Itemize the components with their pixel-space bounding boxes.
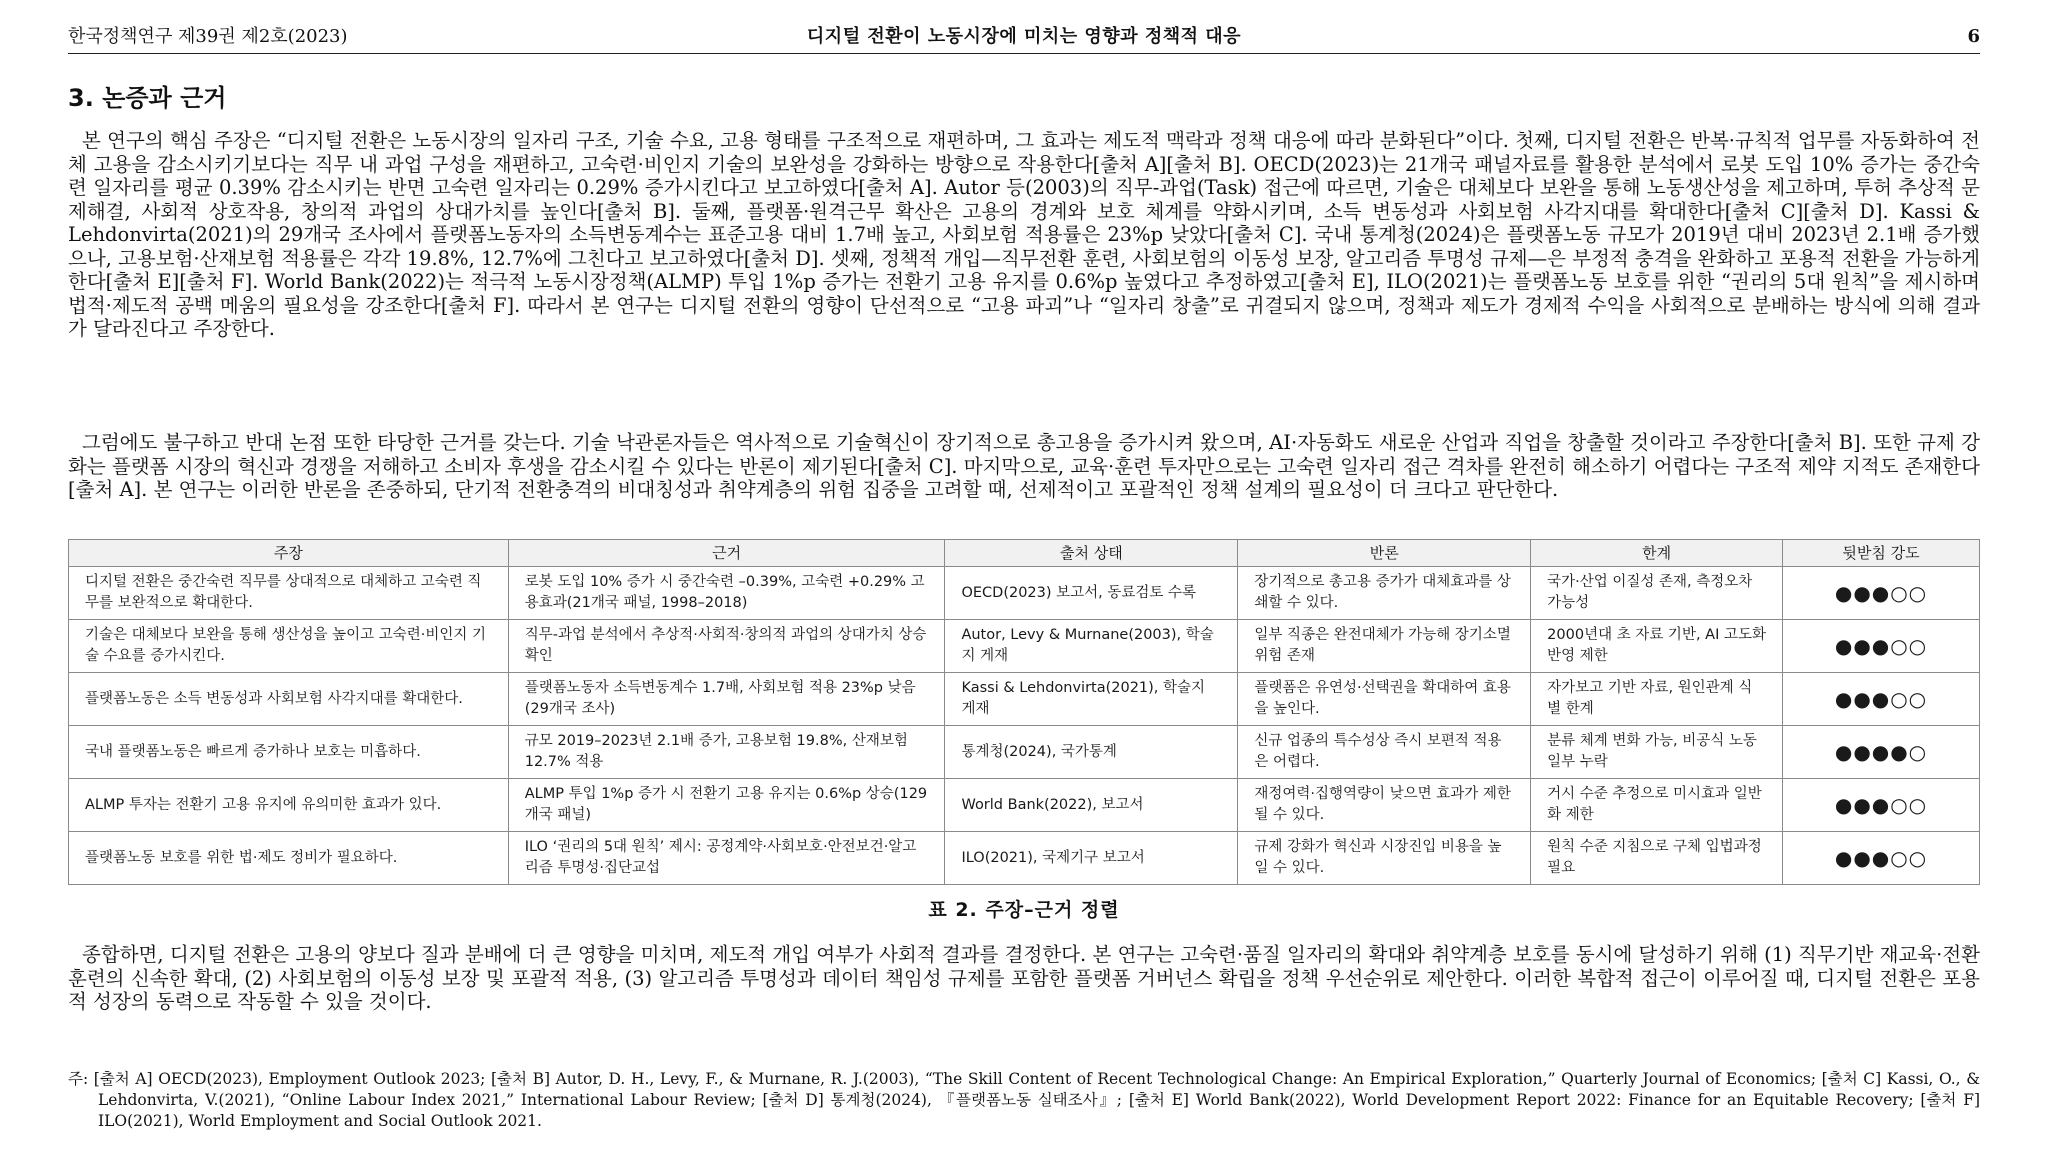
cell-strength-rating: ●●●○○ — [1783, 567, 1980, 620]
cell-rebuttal: 신규 업종의 특수성상 즉시 보편적 적용은 어렵다. — [1238, 726, 1531, 779]
cell-evidence: ILO ‘권리의 5대 원칙’ 제시: 공정계약·사회보호·안전보건·알고리즘 투명성·집단교섭 — [508, 832, 945, 885]
header-evidence: 근거 — [508, 540, 945, 567]
header-limit: 한계 — [1531, 540, 1783, 567]
footnote-sources: 주: [출처 A] OECD(2023), Employment Outlook 2023; [출처 B] Autor, D. H., Levy, F., & Murnane, R. J.(2003), “The Skill Content of Recent Technological Change: An Empirical Exploration,” Quarterly Journal of Economics; [출처 C] Kassi, O., & Lehdonvirta, V.(2021), “Online Labour Index 2021,” International Labour Review; [출처 D] 통계청(2024), 『플랫폼노동 실태조사』; [출처 E] World Bank(2022), World Development Report 2022: Finance for an Equitable Recovery; [출처 F] ILO(2021), World Employment and Social Outlook 2021. — [68, 1070, 1980, 1130]
cell-strength-rating: ●●●○○ — [1783, 832, 1980, 885]
cell-source: 통계청(2024), 국가통계 — [945, 726, 1238, 779]
cell-claim: 플랫폼노동은 소득 변동성과 사회보험 사각지대를 확대한다. — [69, 673, 509, 726]
cell-rebuttal: 재정여력·집행역량이 낮으면 효과가 제한될 수 있다. — [1238, 779, 1531, 832]
claims-evidence-table — [68, 539, 1980, 885]
table-row — [69, 779, 1980, 832]
cell-rebuttal: 장기적으로 총고용 증가가 대체효과를 상쇄할 수 있다. — [1238, 567, 1531, 620]
body-paragraph-3: 종합하면, 디지털 전환은 고용의 양보다 질과 분배에 더 큰 영향을 미치며, 제도적 개입 여부가 사회적 결과를 결정한다. 본 연구는 고숙련·품질 일자리의 확대와 취약계층 보호를 동시에 달성하기 위해 (1) 직무기반 재교육·전환훈련의 신속한 확대, (2) 사회보험의 이동성 보장 및 포괄적 적용, (3) 알고리즘 투명성과 데이터 책임성 규제를 포함한 플랫폼 거버넌스 확립을 정책 우선순위로 제안한다. 이러한 복합적 접근이 이루어질 때, 디지털 전환은 포용적 성장의 동력으로 작동할 수 있을 것이다. — [68, 943, 1980, 1013]
cell-strength-rating: ●●●○○ — [1783, 673, 1980, 726]
cell-limit: 거시 수준 추정으로 미시효과 일반화 제한 — [1531, 779, 1783, 832]
cell-rebuttal: 일부 직종은 완전대체가 가능해 장기소멸 위험 존재 — [1238, 620, 1531, 673]
table-row — [69, 673, 1980, 726]
cell-strength-rating: ●●●●○ — [1783, 726, 1980, 779]
header-rebuttal: 반론 — [1238, 540, 1531, 567]
cell-evidence: 직무-과업 분석에서 추상적·사회적·창의적 과업의 상대가치 상승 확인 — [508, 620, 945, 673]
section-heading: 3. 논증과 근거 — [68, 84, 227, 112]
cell-claim: 디지털 전환은 중간숙련 직무를 상대적으로 대체하고 고숙련 직무를 보완적으로 확대한다. — [69, 567, 509, 620]
running-title: 디지털 전환이 노동시장에 미치는 영향과 정책적 대응 — [806, 26, 1242, 47]
cell-claim: 국내 플랫폼노동은 빠르게 증가하나 보호는 미흡하다. — [69, 726, 509, 779]
cell-source: World Bank(2022), 보고서 — [945, 779, 1238, 832]
cell-source: Kassi & Lehdonvirta(2021), 학술지 게재 — [945, 673, 1238, 726]
body-paragraph-2: 그럼에도 불구하고 반대 논점 또한 타당한 근거를 갖는다. 기술 낙관론자들은 역사적으로 기술혁신이 장기적으로 총고용을 증가시켜 왔으며, AI·자동화도 새로운 산업과 직업을 창출할 것이라고 주장한다[출처 B]. 또한 규제 강화는 플랫폼 시장의 혁신과 경쟁을 저해하고 소비자 후생을 감소시킬 수 있다는 반론이 제기된다[출처 C]. 마지막으로, 교육·훈련 투자만으로는 고숙련 일자리 접근 격차를 완전히 해소하기 어렵다는 구조적 제약 지적도 존재한다[출처 A]. 본 연구는 이러한 반론을 존중하되, 단기적 전환충격의 비대칭성과 취약계층의 위험 집중을 고려할 때, 선제적이고 포괄적인 정책 설계의 필요성이 더 크다고 판단한다. — [68, 431, 1980, 501]
cell-evidence: 플랫폼노동자 소득변동계수 1.7배, 사회보험 적용 23%p 낮음(29개국 조사) — [508, 673, 945, 726]
table-row — [69, 620, 1980, 673]
cell-evidence: ALMP 투입 1%p 증가 시 전환기 고용 유지는 0.6%p 상승(129개국 패널) — [508, 779, 945, 832]
cell-source: ILO(2021), 국제기구 보고서 — [945, 832, 1238, 885]
cell-strength-rating: ●●●○○ — [1783, 779, 1980, 832]
header-strength: 뒷받침 강도 — [1783, 540, 1980, 567]
cell-limit: 원칙 수준 지침으로 구체 입법과정 필요 — [1531, 832, 1783, 885]
cell-strength-rating: ●●●○○ — [1783, 620, 1980, 673]
cell-source: Autor, Levy & Murnane(2003), 학술지 게재 — [945, 620, 1238, 673]
body-paragraph-1: 본 연구의 핵심 주장은 “디지털 전환은 노동시장의 일자리 구조, 기술 수요, 고용 형태를 구조적으로 재편하며, 그 효과는 제도적 맥락과 정책 대응에 따라 분화된다”이다. 첫째, 디지털 전환은 반복·규칙적 업무를 자동화하여 전체 고용을 감소시키기보다는 직무 내 과업 구성을 재편하고, 고숙련·비인지 기술의 보완성을 강화하는 방향으로 작용한다[출처 A][출처 B]. OECD(2023)는 21개국 패널자료를 활용한 분석에서 로봇 도입 10% 증가는 중간숙련 일자리를 평균 0.39% 감소시키는 반면 고숙련 일자리는 0.29% 증가시킨다고 보고하였다[출처 A]. Autor 등(2003)의 직무-과업(Task) 접근에 따르면, 기술은 대체보다 보완을 통해 노동생산성을 제고하며, 투허 추상적 문제해결, 사회적 상호작용, 창의적 과업의 상대가치를 높인다[출처 B]. 둘째, 플랫폼·원격근무 확산은 고용의 경계와 보호 체계를 약화시키며, 소득 변동성과 사회보험 사각지대를 확대한다[출처 C][출처 D]. Kassi & Lehdonvirta(2021)의 29개국 조사에서 플랫폼노동자의 소득변동계수는 표준고용 대비 1.7배 높고, 사회보험 적용률은 23%p 낮았다[출처 C]. 국내 통계청(2024)은 플랫폼노동 규모가 2019년 대비 2023년 2.1배 증가했으나, 고용보험·산재보험 적용률은 각각 19.8%, 12.7%에 그친다고 보고하였다[출처 D]. 셋째, 정책적 개입—직무전환 훈련, 사회보험의 이동성 보장, 알고리즘 투명성 규제—은 부정적 충격을 완화하고 포용적 전환을 가능하게 한다[출처 E][출처 F]. World Bank(2022)는 적극적 노동시장정책(ALMP) 투입 1%p 증가는 전환기 고용 유지를 0.6%p 높였다고 추정하였고[출처 E], ILO(2021)는 플랫폼노동 보호를 위한 “권리의 5대 원칙”을 제시하며 법적·제도적 공백 메움의 필요성을 강조한다[출처 F]. 따라서 본 연구는 디지털 전환의 영향이 단선적으로 “고용 파괴”나 “일자리 창출”로 귀결되지 않으며, 정책과 제도가 경제적 수익을 사회적으로 분배하는 방식에 의해 결과가 달라진다고 주장한다. — [68, 129, 1980, 340]
header-source: 출처 상태 — [945, 540, 1238, 567]
table-row — [69, 832, 1980, 885]
cell-limit: 국가·산업 이질성 존재, 측정오차 가능성 — [1531, 567, 1783, 620]
running-header — [68, 18, 1980, 54]
cell-claim: ALMP 투자는 전환기 고용 유지에 유의미한 효과가 있다. — [69, 779, 509, 832]
cell-claim: 기술은 대체보다 보완을 통해 생산성을 높이고 고숙련·비인지 기술 수요를 증가시킨다. — [69, 620, 509, 673]
page-number: 6 — [1967, 26, 1980, 47]
header-claim: 주장 — [69, 540, 509, 567]
table-row — [69, 567, 1980, 620]
journal-name: 한국정책연구 제39권 제2호(2023) — [68, 26, 348, 47]
table-header-row — [69, 540, 1980, 567]
cell-rebuttal: 플랫폼은 유연성·선택권을 확대하여 효용을 높인다. — [1238, 673, 1531, 726]
cell-evidence: 로봇 도입 10% 증가 시 중간숙련 –0.39%, 고숙련 +0.29% 고용효과(21개국 패널, 1998–2018) — [508, 567, 945, 620]
cell-source: OECD(2023) 보고서, 동료검토 수록 — [945, 567, 1238, 620]
cell-claim: 플랫폼노동 보호를 위한 법·제도 정비가 필요하다. — [69, 832, 509, 885]
cell-limit: 자가보고 기반 자료, 원인관계 식별 한계 — [1531, 673, 1783, 726]
cell-evidence: 규모 2019–2023년 2.1배 증가, 고용보험 19.8%, 산재보험 12.7% 적용 — [508, 726, 945, 779]
cell-rebuttal: 규제 강화가 혁신과 시장진입 비용을 높일 수 있다. — [1238, 832, 1531, 885]
table-caption: 표 2. 주장–근거 정렬 — [928, 899, 1120, 921]
cell-limit: 분류 체계 변화 가능, 비공식 노동 일부 누락 — [1531, 726, 1783, 779]
cell-limit: 2000년대 초 자료 기반, AI 고도화 반영 제한 — [1531, 620, 1783, 673]
table-row — [69, 726, 1980, 779]
